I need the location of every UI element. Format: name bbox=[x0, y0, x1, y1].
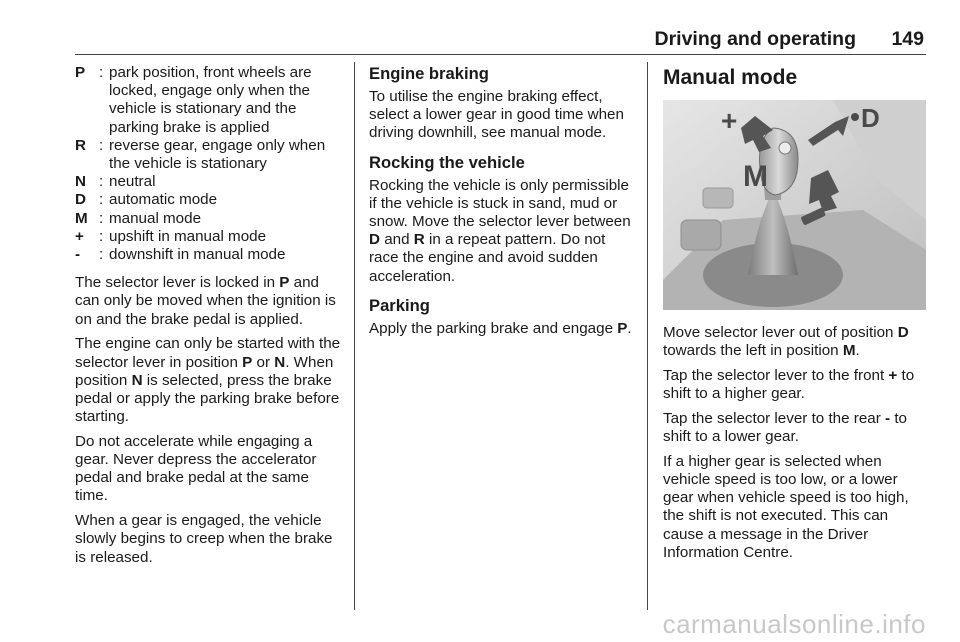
page-title: Driving and operating bbox=[654, 28, 856, 50]
figure-label-plus: + bbox=[721, 105, 738, 136]
paragraph-lever-locked: The selector lever is locked in P and can only be moved when the ignition is on and the brake pedal is applied. bbox=[75, 274, 336, 328]
column-middle bbox=[369, 64, 637, 345]
column-divider-1 bbox=[354, 62, 355, 610]
definition-separator: : bbox=[99, 191, 104, 209]
column-divider-2 bbox=[647, 62, 648, 610]
column-right bbox=[663, 64, 926, 568]
definition-value: manual mode bbox=[109, 209, 202, 227]
paragraph-move-to-m: Move selector lever out of position D towards the left in position M. bbox=[663, 324, 909, 360]
page-number: 149 bbox=[891, 28, 924, 50]
page-header bbox=[75, 26, 926, 55]
definition-row bbox=[75, 228, 343, 246]
paragraph-upshift: Tap the selector lever to the front + to shift to a higher gear. bbox=[663, 366, 915, 403]
definition-key: M bbox=[75, 209, 88, 227]
paragraph-engine-braking: To utilise the engine braking effect, select a lower gear in good time when driving downhill, see manual mode. bbox=[369, 88, 624, 142]
definition-separator: : bbox=[99, 64, 104, 81]
definition-value: automatic mode bbox=[109, 191, 218, 209]
paragraph-rocking: Rocking the vehicle is only permissible if the vehicle is stuck in sand, mud or snow. Move the selector lever between D and R in a repeat pattern. Do not race the engine and avoid sudden acceleration. bbox=[369, 176, 631, 285]
heading-manual-mode: Manual mode bbox=[663, 66, 798, 89]
definition-row bbox=[75, 64, 343, 137]
watermark: carmanualsonline.info bbox=[662, 609, 926, 639]
definition-separator: : bbox=[99, 227, 104, 245]
definition-value: reverse gear, engage only when the vehicle is stationary bbox=[109, 136, 326, 173]
definition-value: neutral bbox=[109, 173, 156, 191]
definition-separator: : bbox=[99, 209, 104, 227]
figure-label-m: M bbox=[743, 160, 768, 193]
definition-row bbox=[75, 137, 343, 173]
definition-row bbox=[75, 173, 343, 191]
heading-engine-braking: Engine braking bbox=[369, 64, 489, 83]
heading-rocking: Rocking the vehicle bbox=[369, 152, 525, 172]
gear-selector-illustration bbox=[663, 100, 926, 310]
definition-value: upshift in manual mode bbox=[109, 227, 267, 245]
paragraph-shift-not-executed: If a higher gear is selected when vehicle speed is too low, or a lower gear when vehicle speed is too high, the shift is not executed. This can cause a message in the Driver Information Centre. bbox=[663, 452, 909, 561]
heading-parking: Parking bbox=[369, 295, 430, 315]
definition-key: + bbox=[75, 227, 84, 245]
definition-key: R bbox=[75, 136, 86, 154]
gear-definitions-list bbox=[75, 64, 343, 264]
definition-separator: : bbox=[99, 246, 104, 264]
column-left bbox=[75, 64, 343, 573]
paragraph-creep: When a gear is engaged, the vehicle slowly begins to creep when the brake is released. bbox=[75, 512, 333, 566]
definition-value: park position, front wheels are locked, engage only when the vehicle is stationary and the parking brake is applied bbox=[109, 64, 312, 136]
definition-value: downshift in manual mode bbox=[109, 246, 286, 264]
paragraph-no-accelerate: Do not accelerate while engaging a gear. Never depress the accelerator pedal and brake pedal at the same time. bbox=[75, 432, 317, 505]
definition-key: D bbox=[75, 191, 86, 209]
definition-key: N bbox=[75, 173, 86, 191]
definition-row bbox=[75, 246, 343, 264]
definition-row bbox=[75, 210, 343, 228]
definition-key: P bbox=[75, 64, 86, 81]
paragraph-parking: Apply the parking brake and engage P. bbox=[369, 319, 632, 337]
definition-row bbox=[75, 191, 343, 209]
paragraph-engine-start: The engine can only be started with the selector lever in position P or N. When position N is selected, press the brake pedal or apply the parking brake before starting. bbox=[75, 335, 341, 426]
definition-separator: : bbox=[99, 173, 104, 191]
definition-key: - bbox=[75, 246, 81, 264]
paragraph-downshift: Tap the selector lever to the rear - to shift to a lower gear. bbox=[663, 409, 907, 446]
figure-label-d: D bbox=[861, 103, 880, 133]
definition-separator: : bbox=[99, 136, 104, 154]
